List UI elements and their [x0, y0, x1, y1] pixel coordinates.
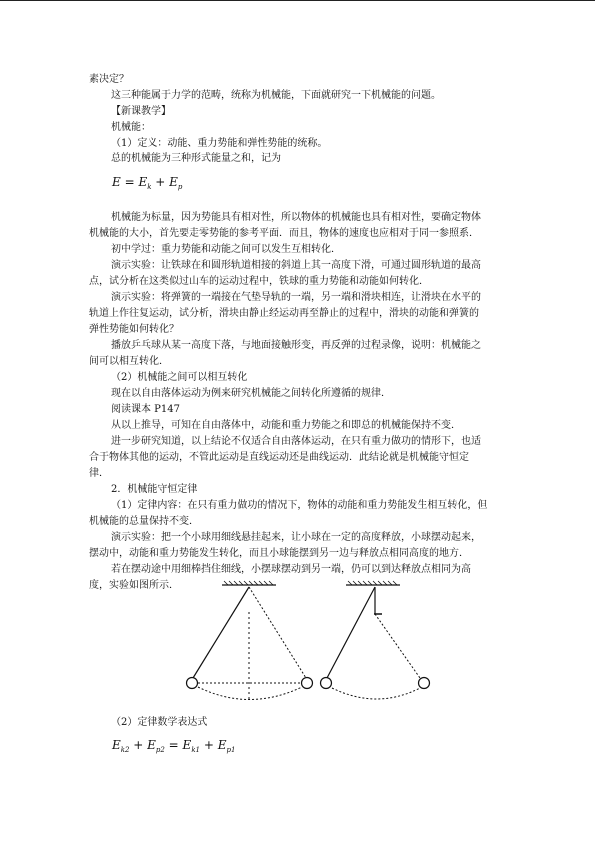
ball-icon [321, 678, 332, 689]
ball-icon [187, 678, 198, 689]
text-line: （1）定义：动能、重力势能和弹性势能的统称。 [111, 138, 328, 149]
text-line: 从以上推导，可知在自由落体中，动能和重力势能之和即总的机械能保持不变． [111, 420, 461, 431]
swing-arc-left [198, 687, 302, 700]
ball-icon [419, 678, 430, 689]
text-line: 演示实验：将弹簧的一端接在气垫导轨的一端，另一端和滑块相连，让滑块在水平的 [111, 292, 481, 303]
text-line: 总的机械能为三种形式能量之和，记为 [111, 153, 281, 164]
pendulum-string-dotted-right [375, 614, 420, 678]
section-heading: 2．机械能守恒定律 [111, 484, 198, 495]
text-line: 弹性势能如何转化？ [89, 324, 179, 335]
text-line: 机械能： [111, 122, 151, 133]
formula-total-energy: $E = E_k + E_p$ [112, 175, 183, 191]
text-line: 律． [89, 468, 109, 479]
text-line: 机械能的总量保持不变． [89, 516, 199, 527]
text-line: 机械能的大小，首先要走零势能的参考平面．而且，物体的速度也应相对于同一参照系． [89, 228, 479, 239]
ceiling-support-left [222, 581, 276, 585]
formula-conservation: $E_{k2} + E_{p2} = E_{k1} + E_{p1}$ [112, 738, 236, 754]
text-line: 阅读课本 P147 [111, 404, 180, 415]
text-line: 进一步研究知道，以上结论不仅适合自由落体运动，在只有重力做功的情形下，也适 [111, 436, 481, 447]
text-line: 初中学过：重力势能和动能之间可以发生互相转化． [111, 244, 341, 255]
text-line: 现在以自由落体运动为例来研究机械能之间转化所遵循的规律． [111, 388, 391, 399]
text-line: 点，试分析在这类似过山车的运动过程中，铁球的重力势能和动能如何转化． [89, 276, 429, 287]
pendulum-string-dotted [249, 587, 306, 678]
pendulum-string-right [327, 587, 375, 678]
text-line: 演示实验：让铁球在和圆形轨道相接的斜道上其一高度下滑，可通过圆形轨道的最高 [111, 260, 481, 271]
ceiling-support-right [346, 581, 400, 585]
text-line: 演示实验：把一个小球用细线悬挂起来，让小球在一定的高度释放，小球摆动起来， [111, 532, 481, 543]
text-line: 这三种能属于力学的范畴，统称为机械能，下面就研究一下机械能的问题。 [111, 90, 441, 101]
ball-icon [302, 678, 313, 689]
text-line: 间可以相互转化． [89, 356, 169, 367]
subsection-heading: （2）定律数学表达式 [111, 717, 208, 728]
text-line: 摆动中，动能和重力势能发生转化，而且小球能摆到另一边与释放点相同高度的地方． [89, 548, 469, 559]
text-line: 度，实验如图所示． [89, 580, 179, 591]
text-line: （1）定律内容：在只有重力做功的情况下，物体的动能和重力势能发生相互转化，但 [111, 500, 488, 511]
text-line: 素决定？ [89, 74, 129, 85]
swing-arc-right [332, 688, 420, 699]
text-line: 机械能为标量，因为势能具有相对性，所以物体的机械能也具有相对性，要确定物体 [111, 212, 481, 223]
text-line: 若在摆动途中用细棒挡住细线，小摆球摆动到另一端，仍可以到达释放点相同为高 [111, 564, 471, 575]
text-line: 合于物体其他的运动，不管此运动是直线运动还是曲线运动．此结论就是机械能守恒定 [89, 452, 469, 463]
subsection-heading: （2）机械能之间可以相互转化 [111, 372, 248, 383]
section-heading: 【新课教学】 [111, 106, 171, 117]
pendulum-string-left [193, 587, 249, 678]
text-line: 播放乒乓球从某一高度下落，与地面接触形变，再反弹的过程录像，说明：机械能之 [111, 340, 481, 351]
text-line: 轨道上作往复运动，试分析，滑块由静止经运动再至静止的过程中，滑块的动能和弹簧的 [89, 308, 479, 319]
